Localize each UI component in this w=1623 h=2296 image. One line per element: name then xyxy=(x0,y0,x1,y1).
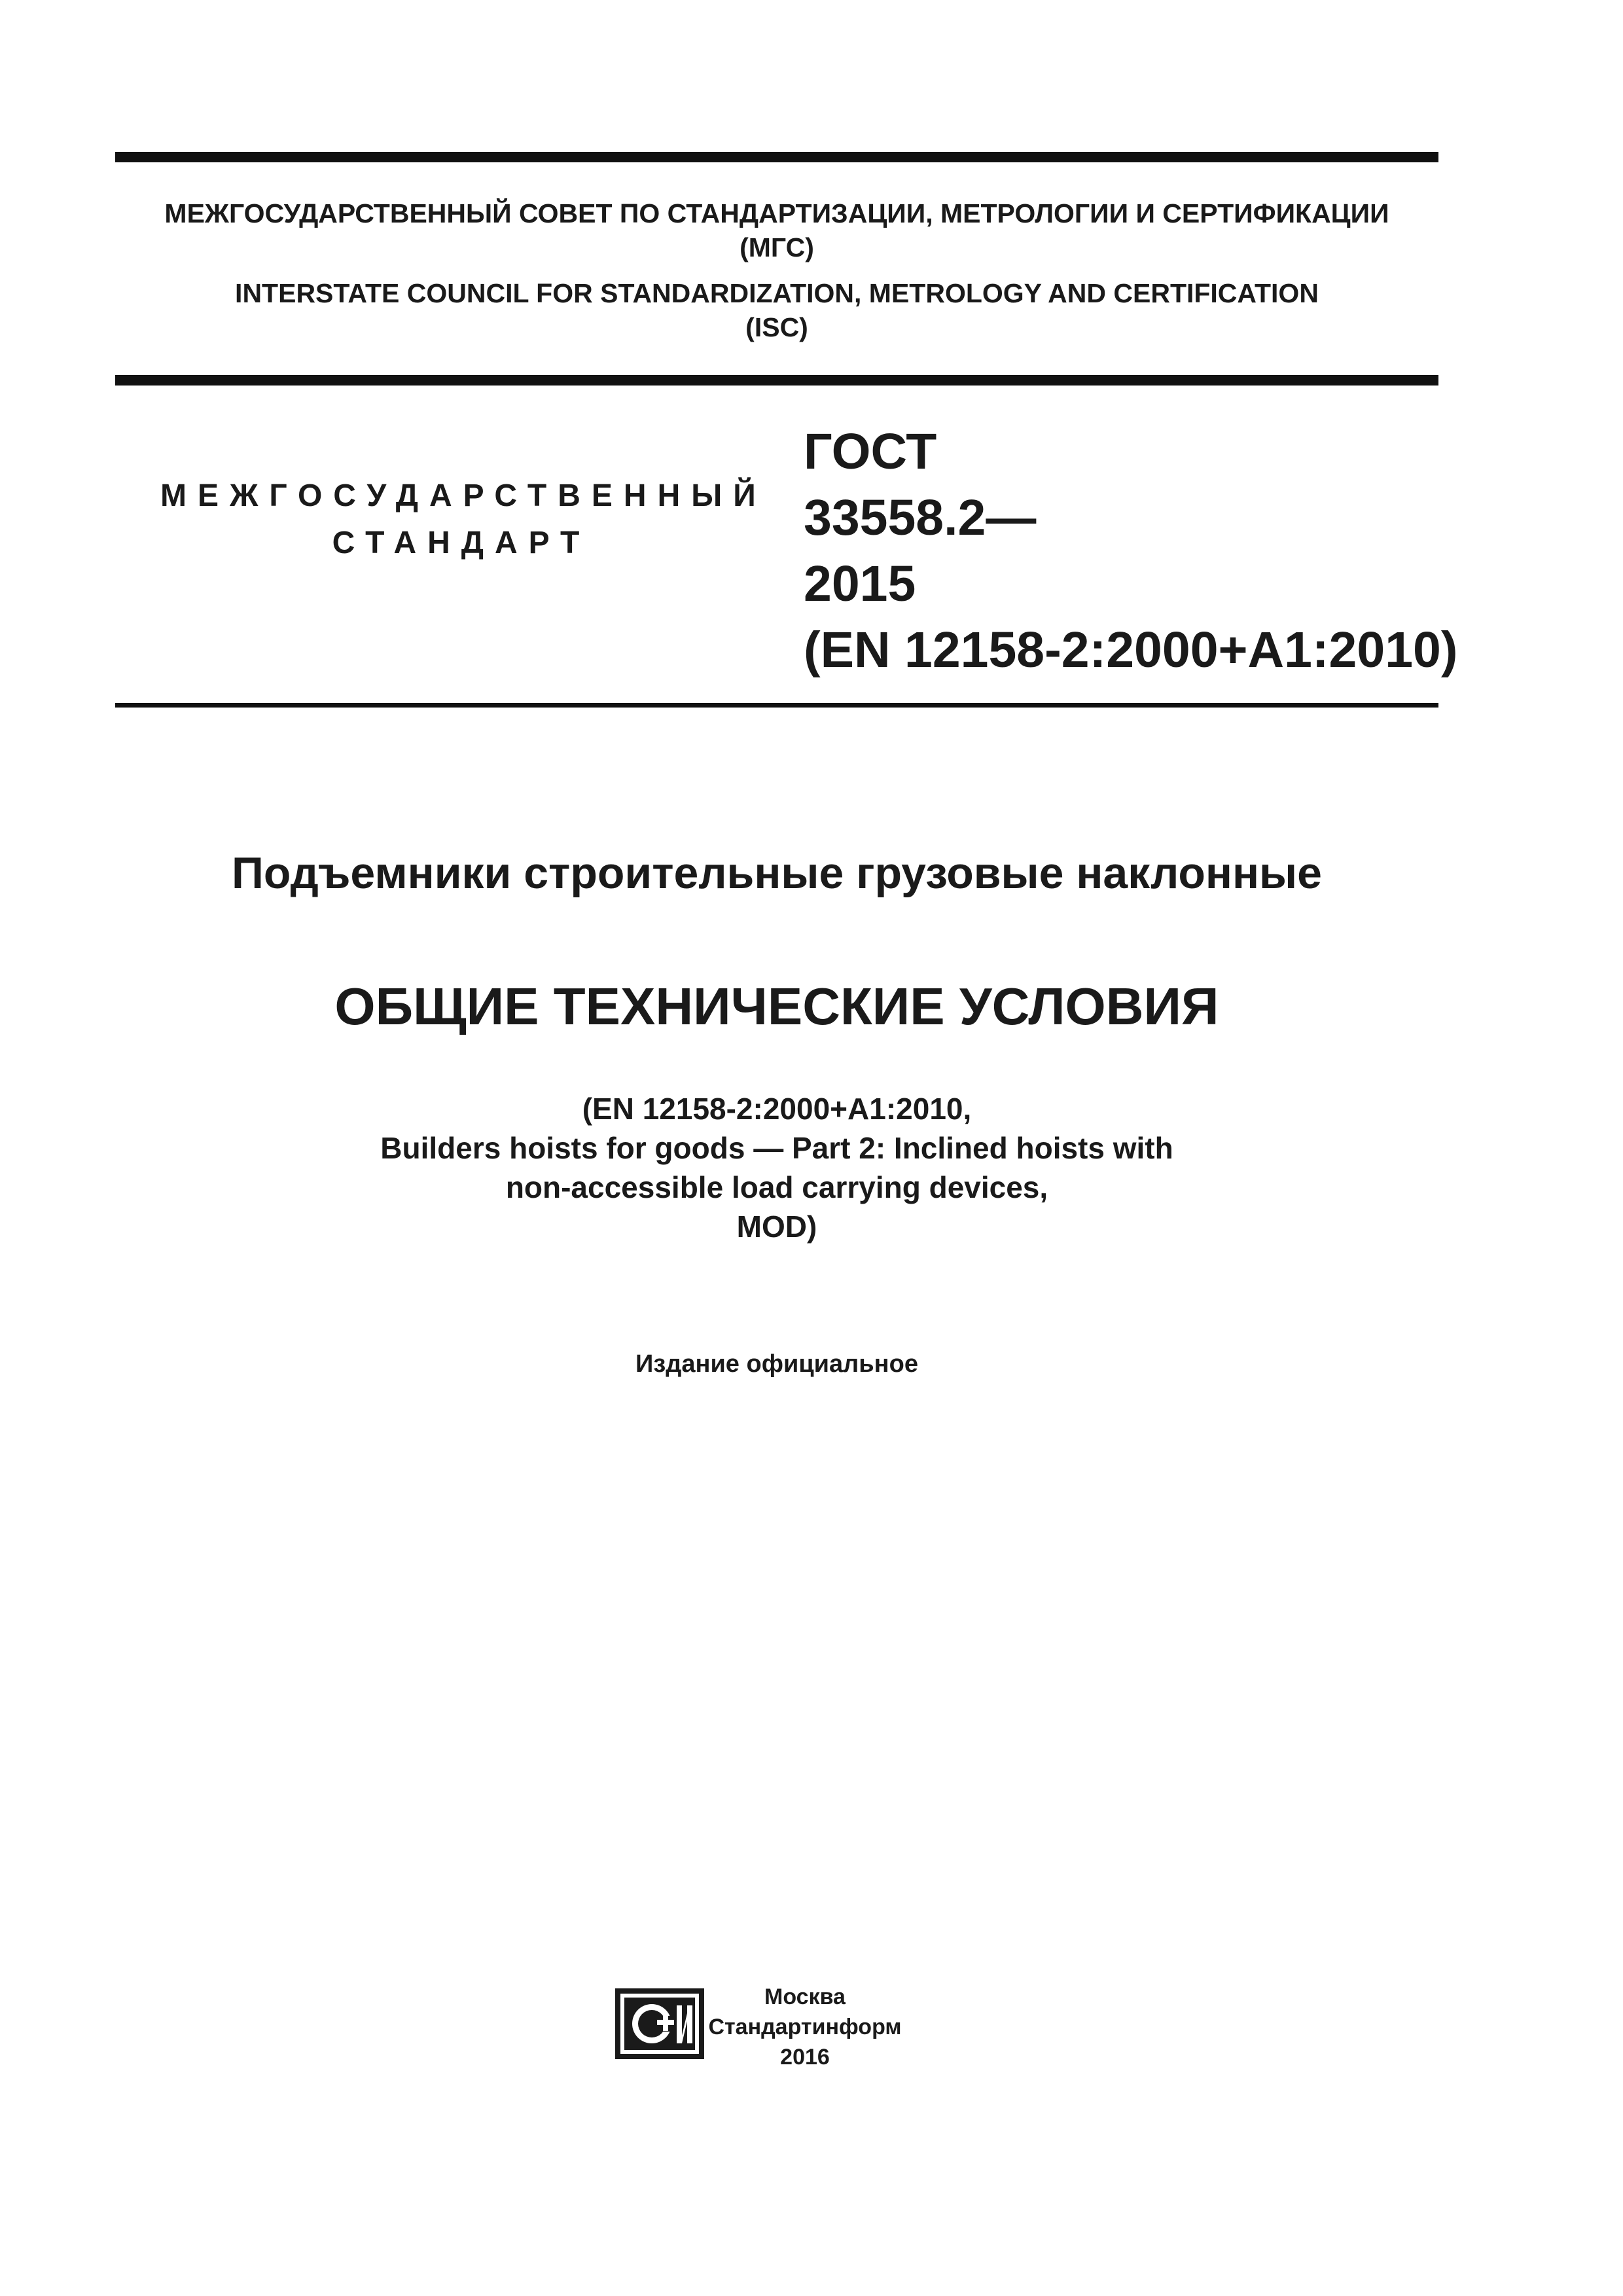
en-reference-line: Builders hoists for goods — Part 2: Inclined hoists with xyxy=(380,1131,1173,1165)
publisher-city: Москва xyxy=(764,1984,846,2009)
en-reference xyxy=(115,1089,1438,1246)
publisher-block xyxy=(707,1982,903,2072)
council-ru xyxy=(115,196,1438,264)
standard-label xyxy=(160,473,767,567)
standartinform-logo-icon xyxy=(614,1987,705,2060)
lower-rule xyxy=(115,703,1438,708)
designation-line: 33558.2— xyxy=(804,490,1037,546)
council-ru-name: МЕЖГОСУДАРСТВЕННЫЙ СОВЕТ ПО СТАНДАРТИЗАЦИИ, МЕТРОЛОГИИ И СЕРТИФИКАЦИИ xyxy=(164,198,1389,228)
en-reference-line: non-accessible load carrying devices, xyxy=(505,1170,1048,1204)
standard-designation xyxy=(804,419,1458,683)
top-rule xyxy=(115,152,1438,162)
designation-line: (EN 12158-2:2000+A1:2010) xyxy=(804,622,1458,678)
standard-label-line1: МЕЖГОСУДАРСТВЕННЫЙ xyxy=(160,478,767,513)
council-en xyxy=(115,276,1438,344)
council-en-abbr: (ISC) xyxy=(745,312,808,342)
document-subtitle: ОБЩИЕ ТЕХНИЧЕСКИЕ УСЛОВИЯ xyxy=(334,977,1219,1035)
publisher-name: Стандартинформ xyxy=(708,2015,902,2039)
document-title: Подъемники строительные грузовые наклонные xyxy=(232,848,1322,898)
designation-line: 2015 xyxy=(804,556,916,612)
council-en-name: INTERSTATE COUNCIL FOR STANDARDIZATION, METROLOGY AND CERTIFICATION xyxy=(235,278,1319,308)
edition-note: Издание официальное xyxy=(635,1350,918,1378)
designation-line: ГОСТ xyxy=(804,423,937,480)
publisher-year: 2016 xyxy=(780,2045,830,2070)
middle-rule xyxy=(115,375,1438,386)
en-reference-line: MOD) xyxy=(736,1210,817,1244)
council-ru-abbr: (МГС) xyxy=(740,232,814,262)
standard-label-line2: СТАНДАРТ xyxy=(332,526,591,560)
en-reference-line: (EN 12158-2:2000+A1:2010, xyxy=(582,1092,972,1126)
